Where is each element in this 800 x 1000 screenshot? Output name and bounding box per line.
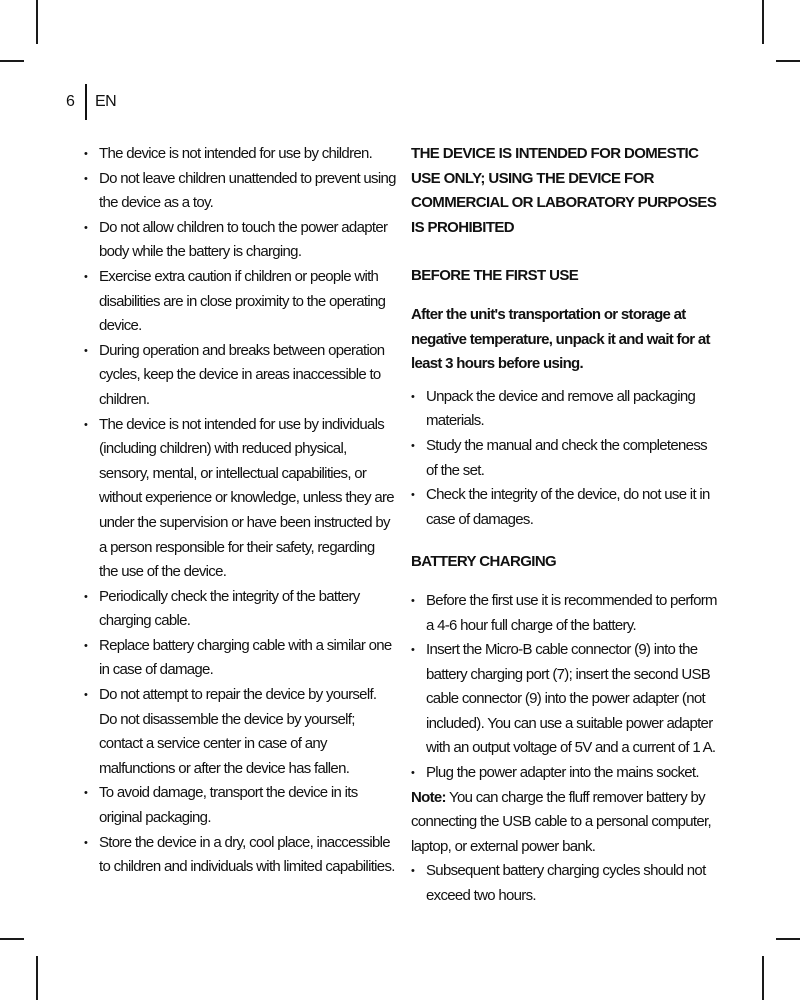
crop-mark-top-right-horizontal xyxy=(776,60,800,62)
crop-mark-top-left-vertical xyxy=(36,0,38,44)
note-text: You can charge the fluff remover battery by connecting the USB cable to a personal computer, laptop, or external power bank. xyxy=(411,788,711,855)
page-language: EN xyxy=(95,93,117,110)
left-column xyxy=(84,142,396,880)
list-item: • Store the device in a dry, cool place, inaccessible to children and individuals with limited capabilities. xyxy=(84,831,396,880)
list-item: • Before the first use it is recommended to perform a 4-6 hour full charge of the battery. xyxy=(411,589,721,638)
list-item: • Exercise extra caution if children or people with disabilities are in close proximity to the operating device. xyxy=(84,265,396,339)
list-item: • Study the manual and check the completeness of the set. xyxy=(411,434,721,483)
list-item: • To avoid damage, transport the device in its original packaging. xyxy=(84,781,396,830)
list-item: • Check the integrity of the device, do not use it in case of damages. xyxy=(411,483,721,532)
charging-cycles-list xyxy=(411,859,721,908)
section-heading-before-first-use: BEFORE THE FIRST USE xyxy=(411,267,579,285)
section-heading-battery-charging: BATTERY CHARGING xyxy=(411,553,557,571)
battery-charging-list xyxy=(411,589,721,786)
list-item: • During operation and breaks between operation cycles, keep the device in areas inaccessible to children. xyxy=(84,339,396,413)
list-item: • Insert the Micro-B cable connector (9) into the battery charging port (7); insert the second USB cable connector (9) into the power adapter (not included). You can use a suitable power adapter with an output voltage of 5V and a current of 1 A. xyxy=(411,638,721,761)
list-item: • Do not attempt to repair the device by yourself. Do not disassemble the device by yourself; contact a service center in case of any malfunctions or after the device has fallen. xyxy=(84,683,396,781)
domestic-use-warning: THE DEVICE IS INTENDED FOR DOMESTIC USE ONLY; USING THE DEVICE FOR COMMERCIAL OR LABORATORY PURPOSES IS PROHIBITED xyxy=(411,145,717,236)
crop-mark-bottom-right-vertical xyxy=(762,956,764,1000)
crop-mark-top-right-vertical xyxy=(762,0,764,44)
crop-mark-top-left-horizontal xyxy=(0,60,24,62)
list-item: • The device is not intended for use by individuals (including children) with reduced physical, sensory, mental, or intellectual capabilities, or without experience or knowledge, unless they are under the supervision or have been instructed by a person responsible for their safety, regarding the use of the device. xyxy=(84,413,396,585)
before-first-use-list xyxy=(411,385,721,533)
list-item: • Periodically check the integrity of the battery charging cable. xyxy=(84,585,396,634)
list-item: • Unpack the device and remove all packaging materials. xyxy=(411,385,721,434)
list-item: • Plug the power adapter into the mains socket. xyxy=(411,761,721,786)
list-item: • Do not allow children to touch the power adapter body while the battery is charging. xyxy=(84,216,396,265)
list-item: • The device is not intended for use by children. xyxy=(84,142,396,167)
safety-list xyxy=(84,142,396,880)
crop-mark-bottom-right-horizontal xyxy=(776,938,800,940)
right-column xyxy=(411,142,721,909)
page-header-divider xyxy=(85,84,87,120)
charging-note xyxy=(411,786,721,860)
list-item: • Do not leave children unattended to prevent using the device as a toy. xyxy=(84,167,396,216)
crop-mark-bottom-left-vertical xyxy=(36,956,38,1000)
list-item: • Subsequent battery charging cycles should not exceed two hours. xyxy=(411,859,721,908)
page-number: 6 xyxy=(66,93,75,110)
note-label: Note: xyxy=(411,788,446,806)
crop-mark-bottom-left-horizontal xyxy=(0,938,24,940)
list-item: • Replace battery charging cable with a similar one in case of damage. xyxy=(84,634,396,683)
before-first-use-intro: After the unit's transportation or storage at negative temperature, unpack it and wait for at least 3 hours before using. xyxy=(411,305,710,373)
